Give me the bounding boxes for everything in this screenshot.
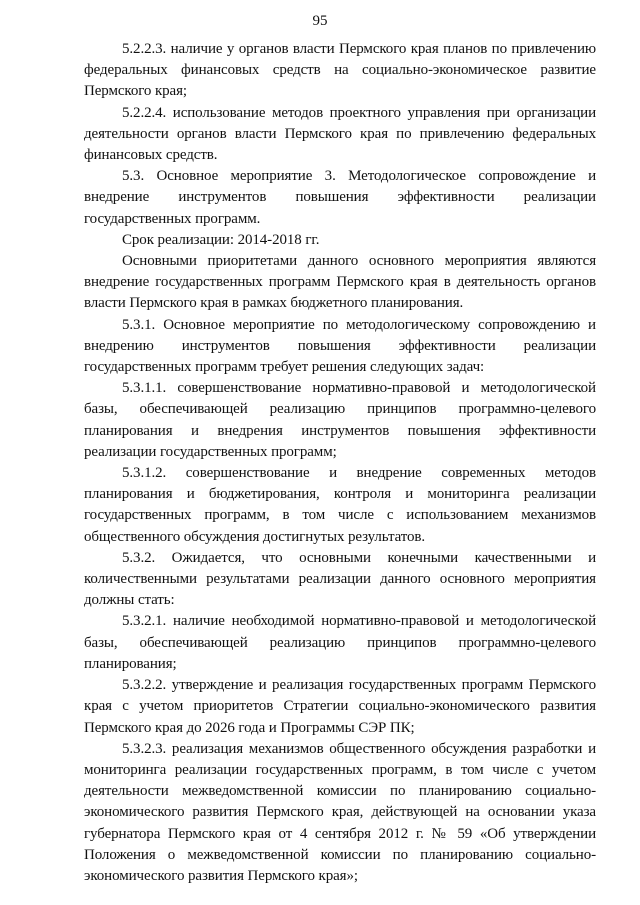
paragraph-5-2-2-3: 5.2.2.3. наличие у органов власти Пермского края планов по привлечению федеральных финансовых средств на социально-экономическое развитие Пермского края; <box>84 41 596 100</box>
paragraph-5-3-1: 5.3.1. Основное мероприятие по методологическому сопровождению и внедрению инструментов повышения эффективности реализации государственных программ требует решения следующих задач: <box>84 316 596 376</box>
paragraph-implementation-period: Срок реализации: 2014-2018 гг. <box>122 231 320 248</box>
paragraph-priorities: Основными приоритетами данного основного мероприятия являются внедрение государственных программ Пермского края в деятельность органов власти Пермского края в рамках бюджетного планирования. <box>84 253 596 312</box>
paragraph-5-3-1-2: 5.3.1.2. совершенствование и внедрение современных методов планирования и бюджетирования, контроля и мониторинга реализации государственных программ, в том числе с использованием механизмов общественного обсуждения достигнутых результатов. <box>84 465 596 545</box>
paragraph-5-3: 5.3. Основное мероприятие 3. Методологическое сопровождение и внедрение инструментов повышения эффективности реализации государственных программ. <box>84 168 596 227</box>
paragraph-5-3-2-3: 5.3.2.3. реализация механизмов общественного обсуждения разработки и мониторинга реализации государственных программ, в том числе с учетом деятельности межведомственной комиссии по планированию социально-экономического развития Пермского края, действующей на основании указа губернатора Пермского края от 4 сентября 2012 г. № 59 «Об утверждении Положения о межведомственной комиссии по планированию социально-экономического развития Пермского края»; <box>84 740 596 884</box>
page-number: 95 <box>312 13 328 29</box>
paragraph-5-2-2-4: 5.2.2.4. использование методов проектного управления при организации деятельности органов власти Пермского края по привлечению федеральных финансовых средств. <box>84 104 596 164</box>
paragraph-5-3-1-1: 5.3.1.1. совершенствование нормативно-правовой и методологической базы, обеспечивающей реализацию принципов программно-целевого планирования и внедрения инструментов повышения эффективности реализации государственных программ; <box>84 380 596 460</box>
paragraph-5-3-2-2: 5.3.2.2. утверждение и реализация государственных программ Пермского края с учетом приоритетов Стратегии социально-экономического развития Пермского края до 2026 года и Программы СЭР ПК; <box>84 677 596 736</box>
paragraph-5-3-2: 5.3.2. Ожидается, что основными конечными качественными и количественными результатами реализации данного основного мероприятия должны стать: <box>84 549 596 609</box>
document-body <box>84 39 596 887</box>
paragraph-5-3-2-1: 5.3.2.1. наличие необходимой нормативно-правовой и методологической базы, обеспечивающей реализацию принципов программно-целевого планирования; <box>84 613 596 672</box>
